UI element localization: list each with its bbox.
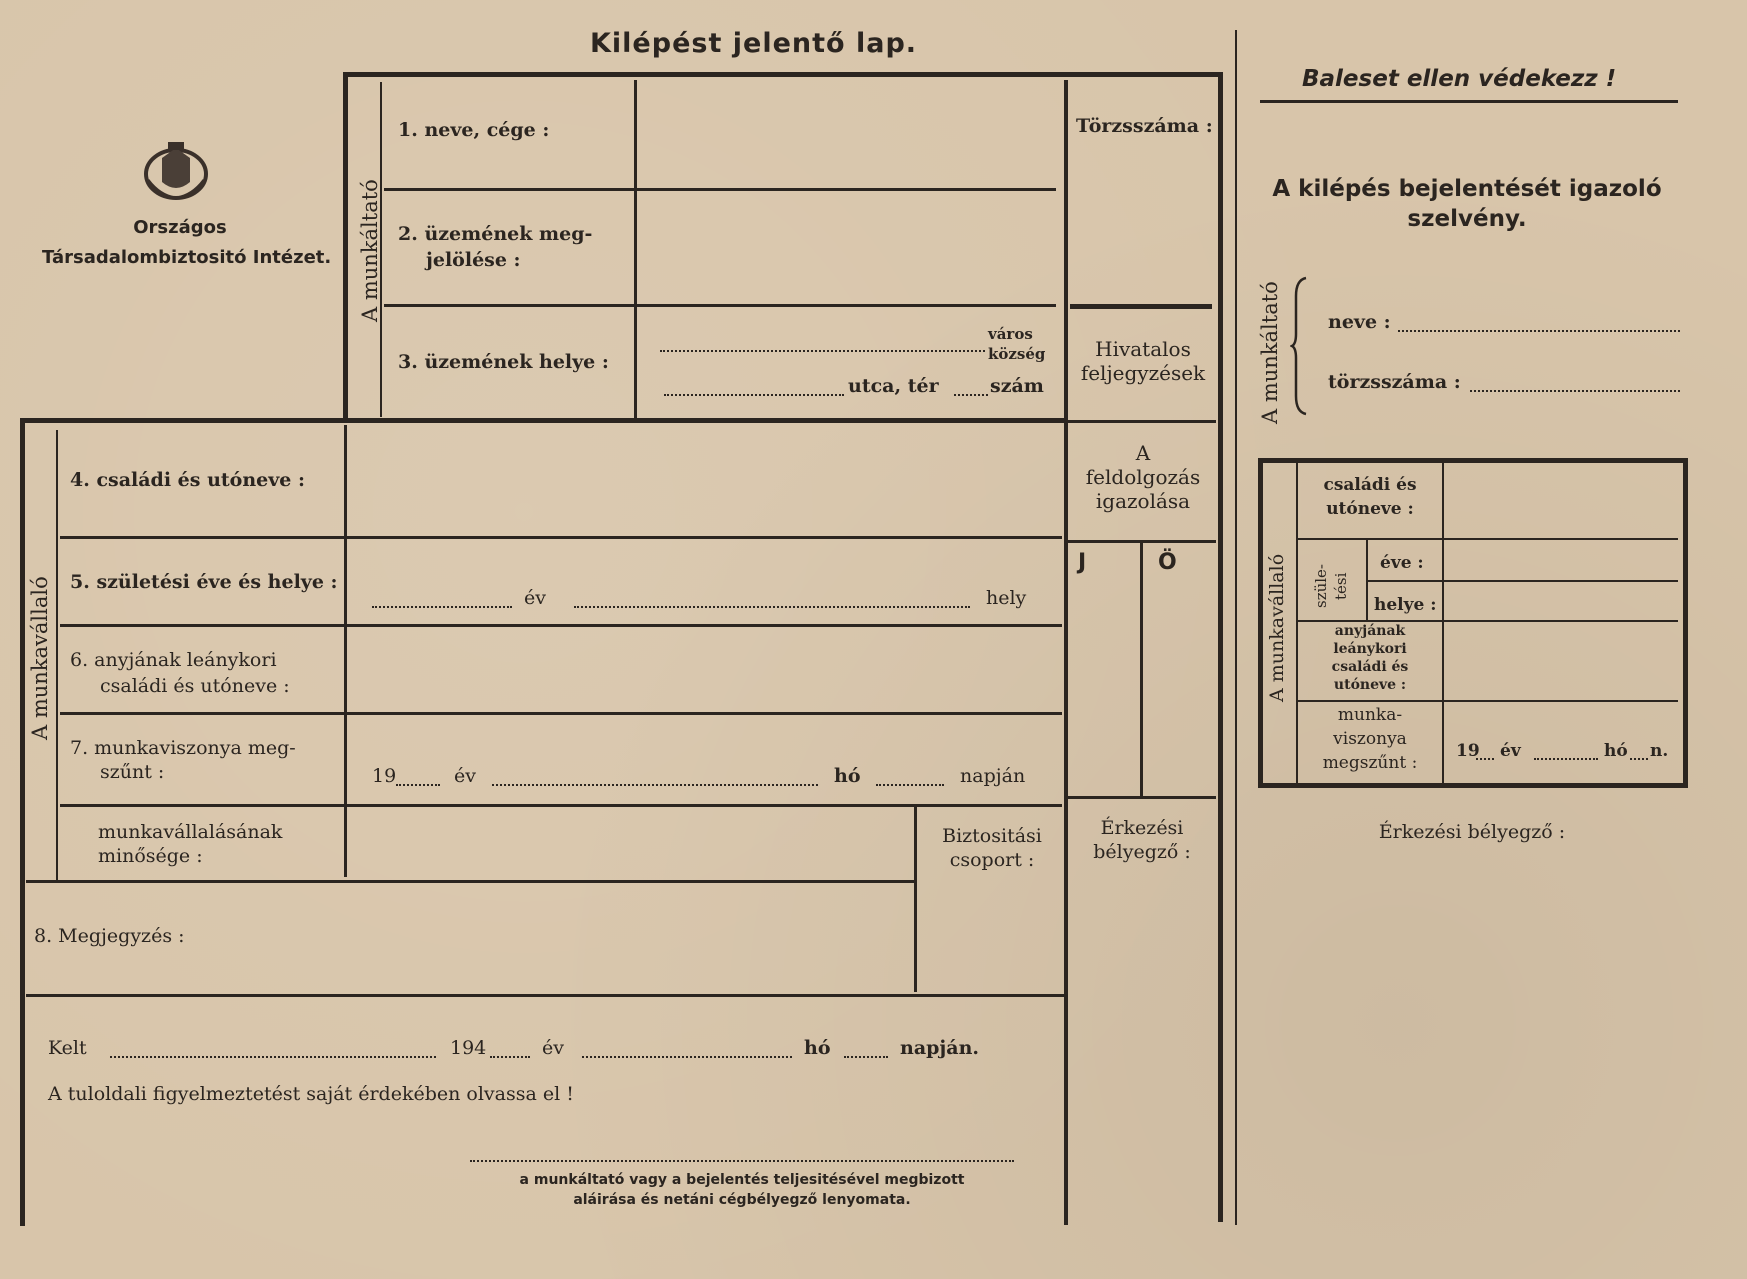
field-7-label-line2: szűnt : bbox=[100, 761, 165, 783]
row-line-8 bbox=[26, 994, 1066, 997]
frame-upper-left bbox=[343, 72, 348, 422]
slip-value-divider bbox=[1442, 463, 1444, 783]
perforation-line bbox=[1235, 30, 1237, 1225]
erkezesi-line1: Érkezési bbox=[1100, 817, 1184, 839]
col-j-label: J bbox=[1078, 550, 1087, 575]
field-5-label: 5. születési éve és helye : bbox=[70, 571, 338, 593]
kelt-place-dotted bbox=[110, 1056, 436, 1058]
slip-month-dotted bbox=[1534, 758, 1598, 760]
kelt-month-dotted bbox=[582, 1056, 792, 1058]
slip-munka-line2: viszonya bbox=[1333, 729, 1407, 749]
jo-divider bbox=[1140, 542, 1143, 796]
day-dotted-7 bbox=[876, 784, 944, 786]
jo-bottom bbox=[1068, 796, 1216, 799]
ev-label-7: év bbox=[454, 765, 476, 787]
napjan-label-7: napján bbox=[960, 765, 1026, 787]
slip-ev-label: év bbox=[1500, 741, 1521, 761]
hivatalos-line1: Hivatalos bbox=[1095, 337, 1191, 361]
slip-anyja-line2: leánykori bbox=[1333, 641, 1407, 657]
row-line-2 bbox=[384, 304, 1056, 307]
row-line-4 bbox=[60, 536, 1062, 539]
city-dotted-line bbox=[660, 350, 985, 352]
row-line-1 bbox=[384, 188, 1056, 191]
row-line-6 bbox=[60, 712, 1062, 715]
frame-lower-top-right bbox=[1068, 420, 1216, 423]
utca-ter-label: utca, tér bbox=[848, 375, 939, 397]
slip-szuletesi-line1: szüle- bbox=[1312, 563, 1330, 608]
year-dotted-7 bbox=[396, 784, 440, 786]
slip-eve-label: éve : bbox=[1380, 553, 1424, 573]
year-prefix-7: 19 bbox=[372, 765, 397, 787]
kelt-day-dotted bbox=[844, 1056, 888, 1058]
hely-label: hely bbox=[986, 587, 1027, 609]
slip-heading-line2: szelvény. bbox=[1407, 206, 1527, 232]
minoseg-line1: munkavállalásának bbox=[98, 821, 283, 843]
kelt-ho-label: hó bbox=[804, 1037, 831, 1059]
kelt-year-dotted bbox=[490, 1056, 530, 1058]
row-line-7 bbox=[60, 804, 1062, 807]
biztositasi-line2: csoport : bbox=[949, 849, 1035, 871]
warning-text: A tuloldali figyelmeztetést saját érdekében olvassa el ! bbox=[48, 1083, 574, 1105]
signature-caption-line2: aláirása és netáni cégbélyegző lenyomata. bbox=[573, 1192, 911, 1208]
szam-label: szám bbox=[990, 375, 1044, 397]
slip-slogan: Baleset ellen védekezz ! bbox=[1302, 66, 1617, 92]
row-line-5 bbox=[60, 624, 1062, 627]
slip-neve-dotted bbox=[1398, 330, 1680, 332]
field-6-label-line2: családi és utóneve : bbox=[100, 675, 290, 697]
slip-year-dotted bbox=[1476, 758, 1494, 760]
row-line-minoseg bbox=[26, 880, 914, 883]
feldolg-line3: igazolása bbox=[1095, 489, 1191, 513]
col-o-label: Ö bbox=[1158, 550, 1177, 575]
ho-label-7: hó bbox=[834, 765, 861, 787]
field-6-label-line1: 6. anyjának leánykori bbox=[70, 649, 277, 671]
field-2-label-line2: jelölése : bbox=[426, 249, 521, 271]
birth-year-dotted-line bbox=[372, 606, 512, 608]
varos-label: város bbox=[988, 325, 1033, 343]
employer-label: A munkáltató bbox=[358, 179, 382, 322]
slip-csaladi-line1: családi és bbox=[1323, 475, 1417, 495]
slip-erkezesi-label: Érkezési bélyegző : bbox=[1378, 821, 1566, 843]
slip-helye-label: helye : bbox=[1374, 595, 1437, 615]
field-7-label-line1: 7. munkaviszonya meg- bbox=[70, 737, 296, 759]
slip-n-label: n. bbox=[1650, 741, 1669, 761]
slip-torzsszama-label: törzsszáma : bbox=[1328, 371, 1461, 393]
slip-ho-label: hó bbox=[1604, 741, 1628, 761]
row-line-2b bbox=[1070, 304, 1212, 309]
slip-szuletesi-line2: tési bbox=[1332, 572, 1350, 600]
field-8-label: 8. Megjegyzés : bbox=[34, 925, 185, 947]
org-name-line1: Országos bbox=[133, 217, 227, 238]
frame-lower-left bbox=[20, 418, 25, 1226]
signature-dotted-line bbox=[470, 1160, 1014, 1162]
coat-of-arms-icon bbox=[140, 138, 212, 202]
slip-munka-line3: megszűnt : bbox=[1322, 753, 1418, 773]
street-dotted-line bbox=[664, 394, 844, 396]
kelt-label: Kelt bbox=[48, 1037, 87, 1059]
ev-label-5: év bbox=[524, 587, 546, 609]
kelt-ev-label: év bbox=[542, 1037, 564, 1059]
field-3-label: 3. üzemének helye : bbox=[398, 351, 609, 373]
frame-lower-top bbox=[22, 418, 1066, 423]
employee-label: A munkavállaló bbox=[28, 576, 52, 740]
slip-munka-line1: munka- bbox=[1337, 705, 1403, 725]
employee-label-divider bbox=[56, 430, 58, 880]
col-divider-right bbox=[1064, 80, 1068, 1225]
slip-day-dotted bbox=[1630, 758, 1648, 760]
field-4-label: 4. családi és utóneve : bbox=[70, 469, 305, 491]
brace-icon bbox=[1290, 276, 1310, 416]
hivatalos-line2: feljegyzések bbox=[1080, 361, 1206, 385]
slogan-underline bbox=[1260, 100, 1678, 103]
slip-row-3 bbox=[1298, 620, 1678, 622]
org-name-line2: Társadalombiztositó Intézet. bbox=[42, 247, 332, 268]
birth-place-dotted-line bbox=[574, 606, 970, 608]
frame-right bbox=[1218, 72, 1223, 1222]
col-divider-upper bbox=[634, 80, 637, 420]
slip-row-1 bbox=[1298, 538, 1678, 540]
col-divider-lower bbox=[344, 425, 347, 877]
month-dotted-7 bbox=[492, 784, 818, 786]
slip-row-2 bbox=[1368, 580, 1678, 582]
slip-anyja-line3: családi és bbox=[1331, 659, 1409, 675]
kozseg-label: község bbox=[988, 345, 1046, 363]
slip-neve-label: neve : bbox=[1328, 311, 1391, 333]
minoseg-line2: minősége : bbox=[98, 845, 203, 867]
slip-row-4 bbox=[1298, 700, 1678, 702]
number-dotted-line bbox=[954, 394, 988, 396]
field-2-label-line1: 2. üzemének meg- bbox=[398, 223, 593, 245]
slip-year-prefix: 19 bbox=[1456, 741, 1480, 761]
biztositasi-divider bbox=[914, 806, 917, 992]
page-title: Kilépést jelentő lap. bbox=[590, 28, 918, 59]
field-1-label: 1. neve, cége : bbox=[398, 119, 550, 141]
slip-torzsszama-dotted bbox=[1470, 390, 1680, 392]
feldolg-line1: A bbox=[1135, 441, 1151, 465]
slip-anyja-line1: anyjának bbox=[1334, 623, 1406, 639]
kelt-year-prefix: 194 bbox=[450, 1037, 487, 1059]
kelt-napjan-label: napján. bbox=[900, 1037, 980, 1059]
slip-employee-label: A munkavállaló bbox=[1266, 553, 1288, 702]
slip-anyja-line4: utóneve : bbox=[1333, 677, 1407, 693]
frame-top bbox=[345, 72, 1223, 77]
signature-caption-line1: a munkáltató vagy a bejelentés teljesitésével megbizott bbox=[519, 1172, 965, 1188]
erkezesi-line2: bélyegző : bbox=[1093, 841, 1191, 863]
slip-employer-label: A munkáltató bbox=[1258, 281, 1282, 424]
feldolg-line2: feldolgozás bbox=[1085, 465, 1201, 489]
slip-csaladi-line2: utóneve : bbox=[1326, 499, 1414, 519]
slip-heading-line1: A kilépés bejelentését igazoló bbox=[1272, 176, 1662, 202]
torzsszama-label: Törzsszáma : bbox=[1076, 115, 1213, 137]
biztositasi-line1: Biztositási bbox=[942, 825, 1042, 847]
